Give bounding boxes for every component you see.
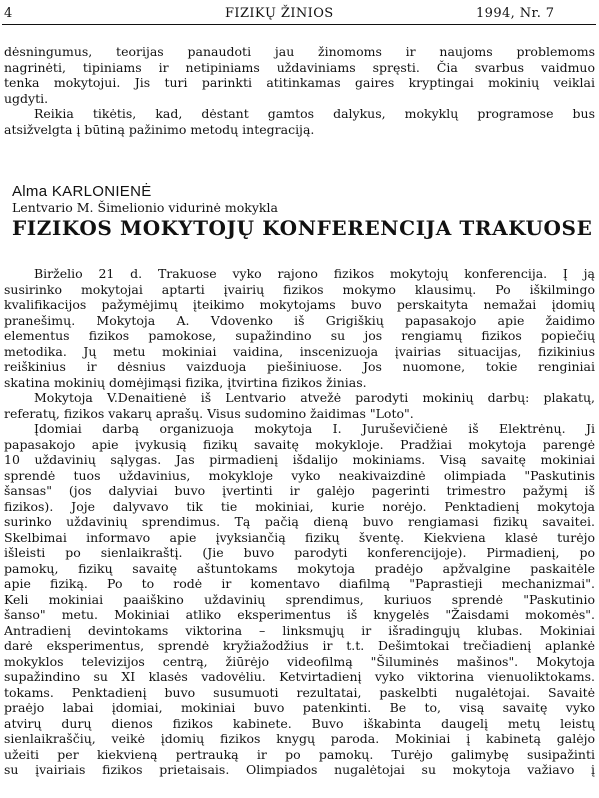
text-line: šanso" metu. Mokiniai atliko eksperimentus iš knygelės "Žaisdami mokomės". [4,607,595,622]
text-line: atsižvelgta į būtiną pažinimo metodų integraciją. [4,121,315,137]
author-school: Lentvario M. Šimelionio vidurinė mokykla [12,200,278,215]
text-line: nagrinėti, tipiniams ir netipiniams uždaviniams spręsti. Čia svarbus vaidmuo [4,59,595,75]
journal-issue: 1994, Nr. 7 [476,6,555,21]
article-author: Alma KARLONIENĖ [12,183,152,200]
text-line: Antradienį devintokams viktorina – linksmųjų ir išradingųjų klubas. Mokiniai [4,622,595,638]
text-line: ugdyti. [4,90,49,106]
page-number: 4 [4,6,13,21]
text-line: Skelbimai informavo apie įvyksiančią fizikų šventę. Kiekviena klasė turėjo [4,529,595,545]
article-body [4,266,595,778]
text-line: apie fiziką. Po to rodė ir komentavo diafilmą "Paprastieji mechanizmai". [4,576,595,591]
text-line: sprendė tuos uždavinius, mokykloje vyko neakivaizdinė olimpiada "Paskutinis [4,467,595,483]
text-line: sienlaikraščių, veikė įdomių fizikos knygų paroda. Mokiniai į kabinetą galėjo [4,731,595,746]
text-line: metodika. Jų metu mokiniai vaidina, inscenizuoja įvairias situacijas, fizikinius [4,343,595,359]
text-line: susirinko mokytojai aptarti įvairių fizikos mokymo klausimų. Po iškilmingo [4,281,595,297]
text-line: referatų, fizikos vakarų aprašų. Visus sudomino žaidimas "Loto". [4,405,414,421]
text-line: supažindino su XI klasės vadovėliu. Ketvirtadienį vyko viktorina vienuoliktokams. [4,669,595,684]
text-line: tokams. Penktadienį buvo susumuoti rezultatai, paskelbti nugalėtojai. Savaitė [4,684,595,700]
text-line: Birželio 21 d. Trakuose vyko rajono fizikos mokytojų konferencija. Į ją [34,266,595,281]
running-header [0,6,599,26]
journal-title: FIZIKŲ ŽINIOS [225,6,334,21]
text-line: reiškinius ir dėsnius vaizduoja piešiniuose. Jos nuomone, tokie renginiai [4,359,595,374]
text-line: išleisti po sienlaikraštį. (Jie buvo parodyti konferencijoje). Pirmadienį, po [4,545,595,560]
text-line: papasakojo apie įvykusią fizikų savaitę mokykloje. Pradžiai mokytoja parengė [4,436,595,452]
text-line: skatina mokinių domėjimąsi fizika, įtvirtina fizikos žinias. [4,374,367,390]
text-line: Keli mokiniai paaiškino uždavinių sprendimus, kuriuos sprendė "Paskutinio [4,591,595,607]
text-line: užeiti per kiekvieną pertrauką ir po pamokų. Turėjo galimybę susipažinti [4,746,595,762]
text-line: kvalifikacijos pažymėjimų įteikimo mokytojams buvo perskaityta nemažai įdomių [4,297,595,312]
text-line: Įdomiai darbą organizuoja mokytoja I. Juruševičienė iš Elektrėnų. Ji [34,421,595,436]
text-line: mokyklos televizijos centrą, žiūrėjo videofilmą "Šiluminės mašinos". Mokytoja [4,653,595,669]
text-line: darė eksperimentus, sprendė kryžiažodžius ir t.t. Dešimtokai trečiadienį aplankė [4,638,595,653]
text-line: atvirų durų dienos fizikos kabinete. Buvo iškabinta daugelį metų leistų [4,715,595,731]
article-title: FIZIKOS MOKYTOJŲ KONFERENCIJA TRAKUOSE [12,216,593,240]
text-line: pranešimų. Mokytoja A. Vdovenko iš Grigiškių papasakojo apie žaidimo [4,312,595,328]
text-line: praėjo labai įdomiai, mokiniai buvo patenkinti. Be to, visą savaitę vyko [4,700,595,715]
header-rule [2,24,596,25]
text-line: Mokytoja V.Denaitienė iš Lentvario atvežė parodyti mokinių darbų: plakatų, [34,390,595,405]
intro-paragraphs [4,44,595,137]
text-line: surinko uždavinių sprendimus. Tą pačią dieną buvo rengiamasi fizikų savaitei. [4,514,595,529]
text-line: šansas" (jos dalyviai buvo įvertinti ir galėjo pagerinti trimestro pažymį iš [4,483,595,498]
text-line: elementus fizikos pamokose, supažindino su jos rengiamų fizikos popiečių [4,328,595,343]
text-line: dėsningumus, teorijas panaudoti jau žinomoms ir naujoms problemoms [4,44,595,59]
text-line: pamokų, fizikų savaitę aštuntokams mokytoja pradėjo apžvalgine paskaitėle [4,560,595,576]
text-line: fizikos). Joje dalyvavo tik tie mokiniai, kurie norėjo. Penktadienį mokytoja [4,498,595,514]
text-line: su įvairiais fizikos prietaisais. Olimpiados nugalėtojai su mokytoja važiavo į [4,762,595,777]
text-line: tenka mokytojui. Jis turi parinkti atitinkamas gaires kryptingai mokinių veiklai [4,75,595,90]
text-line: Reikia tikėtis, kad, dėstant gamtos dalykus, mokyklų programose bus [34,106,595,121]
text-line: 10 uždavinių sąlygas. Jas pirmadienį išdalijo mokiniams. Visą savaitę mokiniai [4,452,595,467]
